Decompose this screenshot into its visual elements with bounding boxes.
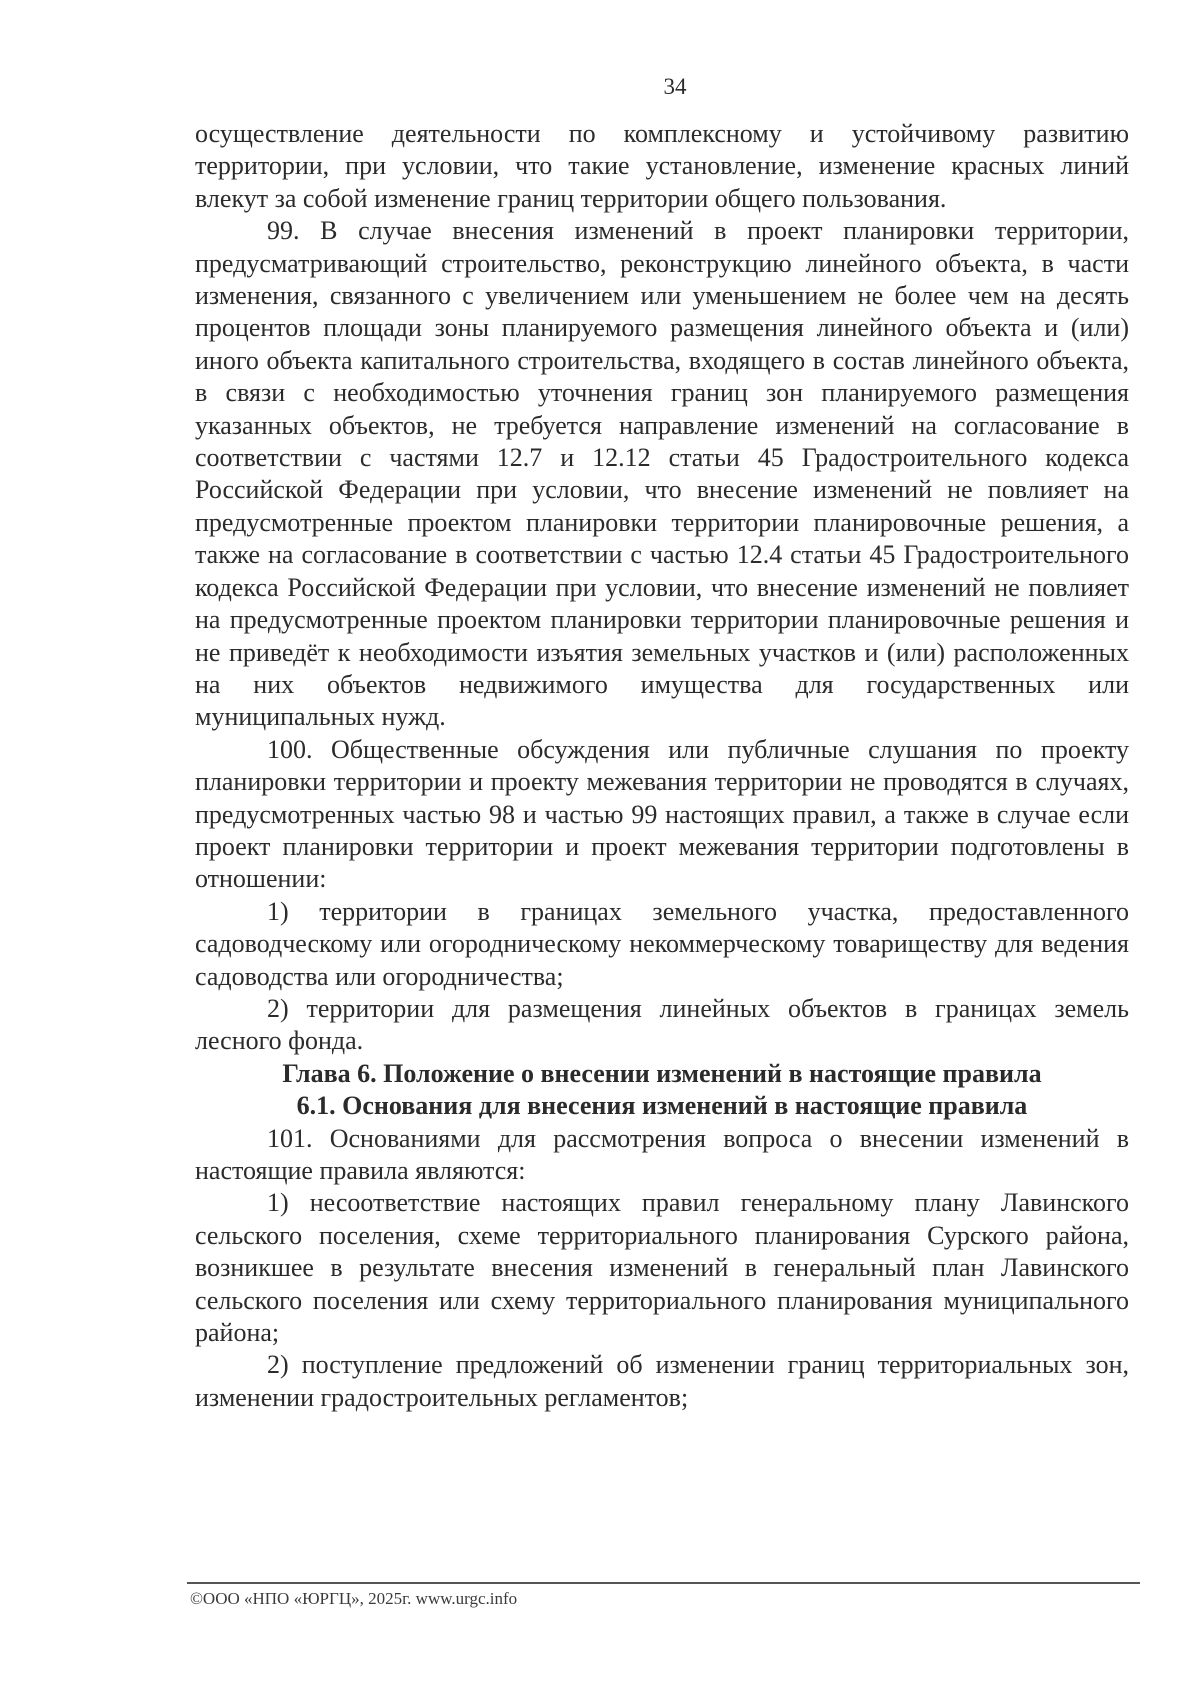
list-item-101-2: 2) поступление предложений об изменении границ территориальных зон, изменении градостроительных регламентов; — [195, 1350, 1129, 1412]
section-heading: 6.1. Основания для внесения изменений в настоящие правила — [296, 1091, 1028, 1121]
paragraph-99: 99. В случае внесения изменений в проект планировки территории, предусматривающий строительство, реконструкцию линейного объекта, в части изменения, связанного с увеличением или уменьшением не более чем на десять процентов площади зоны планируемого размещения линейного объекта и (или) иного объекта капитального строительства, входящего в состав линейного объекта, в связи с необходимостью уточнения границ зон планируемого размещения указанных объектов, не требуется направление изменений на согласование в соответствии с частями 12.7 и 12.12 статьи 45 Градостроительного кодекса Российской Федерации при условии, что внесение изменений не повлияет на предусмотренные проектом планировки территории планировочные решения, а также на согласование в соответствии с частью 12.4 статьи 45 Градостроительного кодекса Российской Федерации при условии, что внесение изменений не повлияет на предусмотренные проектом планировки территории планировочные решения и не приведёт к необходимости изъятия земельных участков и (или) расположенных на них объектов недвижимого имущества для государственных или муниципальных нужд. — [195, 216, 1129, 732]
footer-divider — [187, 1582, 1140, 1584]
paragraph-101: 101. Основаниями для рассмотрения вопроса о внесении изменений в настоящие правила являются: — [195, 1123, 1129, 1185]
paragraph-100: 100. Общественные обсуждения или публичные слушания по проекту планировки территории и проекту межевания территории не проводятся в случаях, предусмотренных частью 98 и частью 99 настоящих правил, а также в случае если проект планировки территории и проект межевания территории подготовлены в отношении: — [195, 734, 1129, 894]
list-item-100-1: 1) территории в границах земельного участка, предоставленного садоводческому или огородническому некоммерческому товариществу для ведения садоводства или огородничества; — [195, 896, 1129, 991]
paragraph-continuation: осуществление деятельности по комплексному и устойчивому развитию территории, при условии, что такие установление, изменение красных линий влекут за собой изменение границ территории общего пользования. — [195, 119, 1129, 213]
page-number: 34 — [663, 74, 687, 99]
list-item-100-2: 2) территории для размещения линейных объектов в границах земель лесного фонда. — [195, 993, 1129, 1056]
footer-copyright: ©ООО «НПО «ЮРГЦ», 2025г. www.urgc.info — [190, 1589, 518, 1608]
list-item-101-1: 1) несоответствие настоящих правил генеральному плану Лавинского сельского поселения, схеме территориального планирования Сурского района, возникшее в результате внесения изменений в генеральный план Лавинского сельского поселения или схему территориального планирования муниципального района; — [195, 1188, 1129, 1348]
chapter-heading: Глава 6. Положение о внесении изменений в настоящие правила — [282, 1058, 1042, 1088]
document-body — [195, 118, 1129, 1414]
